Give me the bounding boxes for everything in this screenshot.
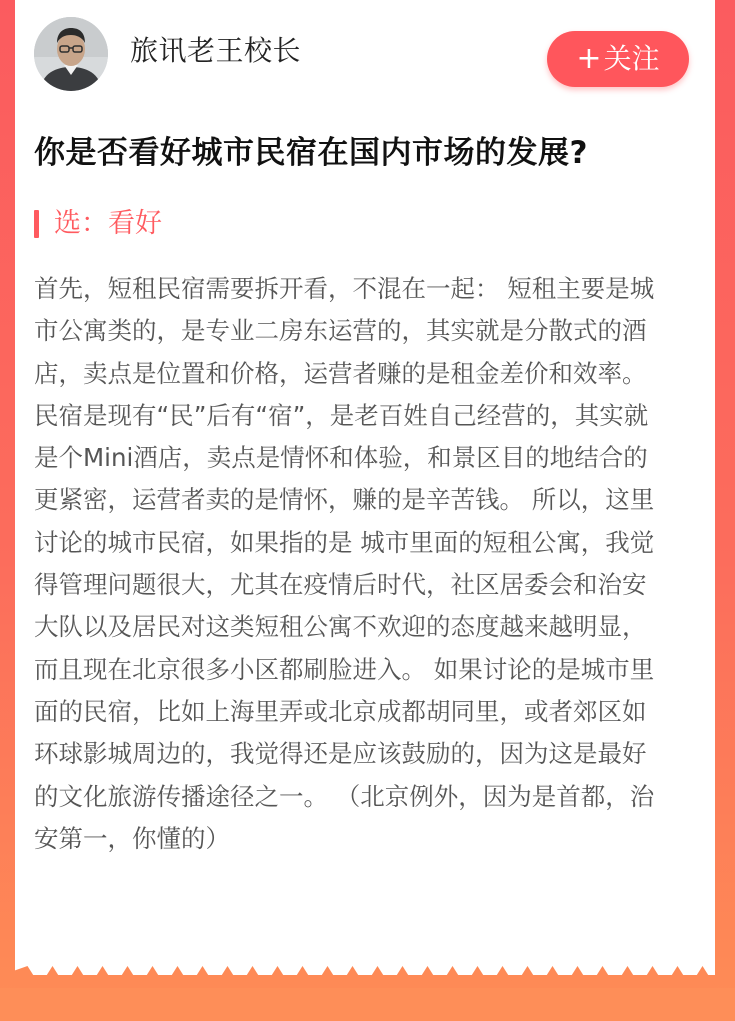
author-name[interactable]: 旅讯老王校长 [130,34,302,67]
answer-line: 大队以及居民对这类短租公寓不欢迎的态度越来越明显， [34,612,647,642]
answer-line: 安第一，你懂的） [34,823,230,853]
answer-line: 环球影城周边的，我觉得还是应该鼓励的，因为这是最好 [34,739,647,769]
answer-line: 更紧密，运营者卖的是情怀，赚的是辛苦钱。 所以，这里 [34,485,655,515]
answer-line: 讨论的城市民宿，如果指的是 城市里面的短租公寓，我觉 [34,527,655,557]
plus-icon: + [576,41,602,76]
answer-line: 的文化旅游传播途径之一。 （北京例外，因为是首都，治 [34,781,655,811]
follow-label: 关注 [603,42,660,75]
answer-line: 市公寓类的，是专业二房东运营的，其实就是分散式的酒 [34,316,647,346]
answer-line: 是个Mini酒店，卖点是情怀和体验，和景区目的地结合的 [34,443,648,473]
card-zigzag-edge [15,966,715,988]
answer-line: 店，卖点是位置和价格，运营者赚的是租金差价和效率。 [34,358,647,388]
choice-accent-bar [34,210,39,238]
question-title[interactable]: 你是否看好城市民宿在国内市场的发展? [34,135,588,171]
answer-line: 得管理问题很大，尤其在疫情后时代，社区居委会和治安 [34,570,647,600]
answer-line: 而且现在北京很多小区都刷脸进入。 如果讨论的是城市里 [34,654,655,684]
author-avatar[interactable] [34,17,108,91]
choice-label: 选：看好 [54,208,162,239]
answer-line: 面的民宿，比如上海里弄或北京成都胡同里，或者郊区如 [34,696,647,726]
answer-line: 民宿是现有“民”后有“宿”，是老百姓自己经营的，其实就 [34,400,649,430]
bottom-gradient-strip [0,988,735,1021]
user-avatar-icon [34,17,108,91]
follow-button[interactable] [547,31,689,87]
answer-body [34,268,684,860]
answer-line: 首先，短租民宿需要拆开看，不混在一起： 短租主要是城 [34,274,655,303]
